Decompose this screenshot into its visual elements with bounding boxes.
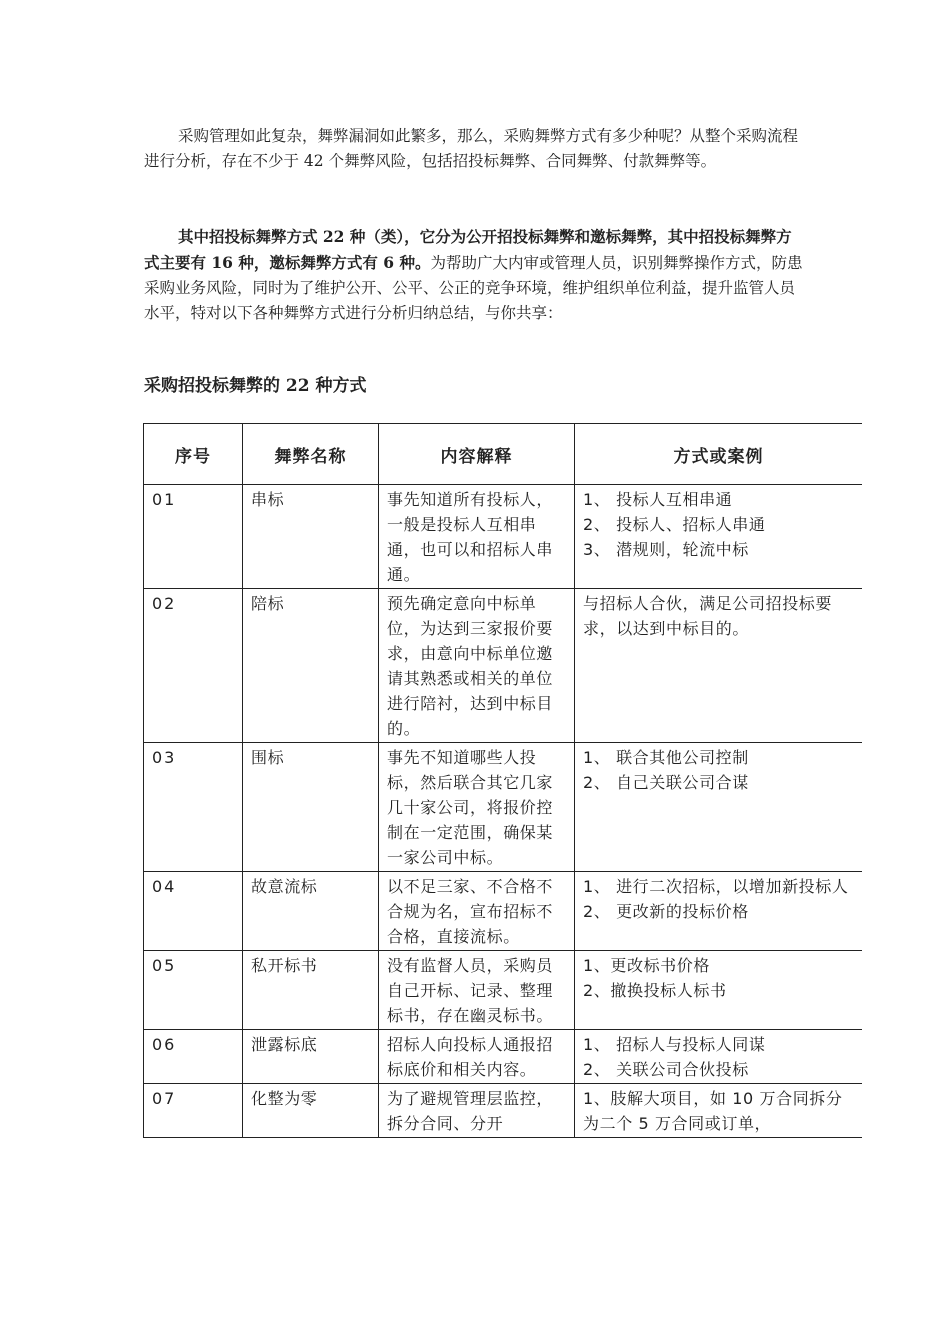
row-description: 事先知道所有投标人，一般是投标人互相串通，也可以和招标人串通。: [379, 485, 575, 589]
intro-paragraph-2-rest: 为帮助广大内审或管理人员，识别舞弊操作方式，防患采购业务风险，同时为了维护公开、公平、公正的竞争环境，维护组织单位利益，提升监管人员水平，特对以下各种舞弊方式进行分析归纳总结，与你共享：: [144, 254, 803, 322]
row-cases: [575, 1030, 863, 1084]
table-row: [144, 485, 863, 589]
row-cases: [575, 872, 863, 951]
table-container: [143, 423, 862, 1216]
row-number: 07: [144, 1084, 243, 1138]
row-cases: [575, 485, 863, 589]
fraud-methods-table: [143, 423, 862, 1138]
case-line: 2、 关联公司合伙投标: [583, 1060, 749, 1079]
row-name: 化整为零: [243, 1084, 379, 1138]
row-number: 03: [144, 743, 243, 872]
row-name: 陪标: [243, 589, 379, 743]
row-description: 没有监督人员，采购员自己开标、记录、整理标书，存在幽灵标书。: [379, 951, 575, 1030]
row-number: 05: [144, 951, 243, 1030]
case-line: 1、 招标人与投标人同谋: [583, 1035, 766, 1054]
intro-paragraph-1: 采购管理如此复杂，舞弊漏洞如此繁多，那么，采购舞弊方式有多少种呢？从整个采购流程进行分析，存在不少于 42 个舞弊风险，包括招投标舞弊、合同舞弊、付款舞弊等。: [144, 127, 799, 170]
case-line: 1、 进行二次招标，以增加新投标人: [583, 877, 849, 896]
case-line: 1、更改标书价格: [583, 956, 710, 975]
table-row: [144, 743, 863, 872]
row-description: 以不足三家、不合格不合规为名，宣布招标不合格，直接流标。: [379, 872, 575, 951]
table-row: [144, 872, 863, 951]
intro-paragraph-2-bold: 其中招投标舞弊方式 22 种（类），它分为公开招投标舞弊和邀标舞弊，其中招投标舞弊方式主要有 16 种，邀标舞弊方式有 6 种。: [144, 227, 792, 272]
table-header-row: [144, 424, 863, 485]
table-row: [144, 589, 863, 743]
header-number: 序号: [144, 424, 243, 485]
case-line: 2、 自己关联公司合谋: [583, 773, 749, 792]
case-line: 2、 更改新的投标价格: [583, 902, 749, 921]
case-line: 2、撤换投标人标书: [583, 981, 727, 1000]
header-cases: 方式或案例: [575, 424, 863, 485]
intro-paragraph-2: [144, 224, 806, 326]
section-heading: 采购招投标舞弊的 22 种方式: [144, 376, 367, 396]
table-row: [144, 1084, 863, 1138]
case-line: 1、肢解大项目，如 10 万合同拆分为二个 5 万合同或订单，: [583, 1089, 843, 1133]
row-cases: [575, 951, 863, 1030]
row-cases: [575, 589, 863, 743]
case-line: 与招标人合伙，满足公司招投标要求，以达到中标目的。: [583, 594, 833, 638]
row-name: 私开标书: [243, 951, 379, 1030]
row-description: 招标人向投标人通报招标底价和相关内容。: [379, 1030, 575, 1084]
row-cases: [575, 1084, 863, 1138]
case-line: 3、 潜规则，轮流中标: [583, 540, 749, 559]
case-line: 1、 联合其他公司控制: [583, 748, 749, 767]
table-row: [144, 951, 863, 1030]
row-name: 围标: [243, 743, 379, 872]
case-line: 2、 投标人、招标人串通: [583, 515, 766, 534]
row-name: 泄露标底: [243, 1030, 379, 1084]
header-fraud-name: 舞弊名称: [243, 424, 379, 485]
row-name: 串标: [243, 485, 379, 589]
row-number: 01: [144, 485, 243, 589]
row-description: 预先确定意向中标单位，为达到三家报价要求，由意向中标单位邀请其熟悉或相关的单位进行陪衬，达到中标目的。: [379, 589, 575, 743]
row-number: 04: [144, 872, 243, 951]
table-row: [144, 1030, 863, 1084]
row-description: 为了避规管理层监控，拆分合同、分开: [379, 1084, 575, 1138]
row-description: 事先不知道哪些人投标，然后联合其它几家几十家公司，将报价控制在一定范围，确保某一家公司中标。: [379, 743, 575, 872]
case-line: 1、 投标人互相串通: [583, 490, 733, 509]
row-name: 故意流标: [243, 872, 379, 951]
row-number: 06: [144, 1030, 243, 1084]
header-explanation: 内容解释: [379, 424, 575, 485]
row-cases: [575, 743, 863, 872]
row-number: 02: [144, 589, 243, 743]
